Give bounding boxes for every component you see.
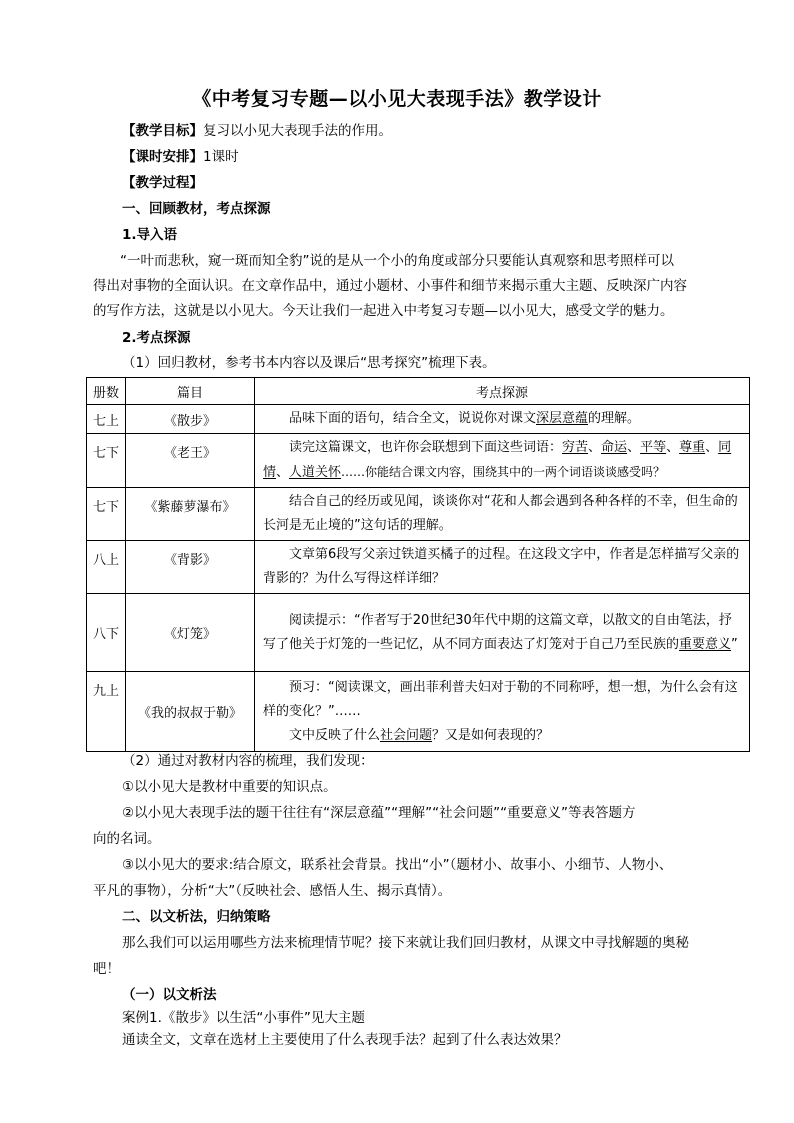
row-grade: 八上 <box>87 541 126 594</box>
keyword-underline: 同情 <box>263 440 732 480</box>
row-question <box>255 405 750 434</box>
process-label: 【教学过程】 <box>122 175 203 191</box>
finding-3-line-2: 平凡的事物），分析“大”（反映社会、感悟人生、揭示真情）。 <box>93 883 452 899</box>
objective-text: 复习以小见大表现手法的作用。 <box>203 123 392 139</box>
keyword-underline: 人道关怀 <box>289 465 342 480</box>
section2-paragraph-line-1: 那么我们可以运用哪些方法来梳理情节呢？接下来就让我们回归教材，从课文中寻找解题的奥秘 <box>122 935 689 951</box>
row-question <box>255 434 750 488</box>
finding-1: ①以小见大是教材中重要的知识点。 <box>122 779 337 795</box>
row-question <box>255 541 750 594</box>
keyword-underline: 尊重 <box>679 440 706 455</box>
objective-line <box>122 122 392 140</box>
keyword-underline: 重要意义 <box>679 636 732 652</box>
separator: 、 <box>705 440 719 455</box>
intro-paragraph-line-2: 得出对事物的全面认识。在文章作品中，通过小题材、小事件和细节来揭示重大主题、反映深广内容 <box>93 278 687 294</box>
keyword-underline: 社会问题 <box>380 727 433 743</box>
row-title: 《老王》 <box>126 434 255 488</box>
table-row <box>87 672 750 752</box>
question-text: ” <box>731 636 738 652</box>
table-row <box>87 434 750 488</box>
question-text: 品味下面的语句，结合全文，说说你对课文 <box>289 411 537 426</box>
document-title: 《中考复习专题—以小见大表现手法》教学设计 <box>192 88 602 110</box>
question-text: 预习：“阅读课文，画出菲利普夫妇对于勒的不同称呼，想一想，为什么会有这样的变化？”…… <box>263 679 738 719</box>
header-question: 考点探源 <box>255 378 750 405</box>
section2-paragraph-line-2: 吧！ <box>93 961 120 977</box>
case-1-question: 通读全文，文章在选材上主要使用了什么表现手法？起到了什么表达效果？ <box>122 1032 568 1048</box>
question-text: 阅读提示：“作者写于20世纪30年代中期的这篇文章，以散文的自由笔法，抒写了他关于灯笼的一些记忆，从不同方面表达了灯笼对于自己乃至民族的 <box>263 612 732 652</box>
table-header-row <box>87 378 750 405</box>
table-row <box>87 594 750 672</box>
schedule-line <box>122 148 239 166</box>
table-row <box>87 541 750 594</box>
table-row <box>87 488 750 541</box>
intro-paragraph-line-3: 的写作方法，这就是以小见大。今天让我们一起进入中考复习专题—以小见大，感受文学的魅力。 <box>93 303 674 319</box>
row-question <box>255 488 750 541</box>
question-text: 文章第6段写父亲过铁道买橘子的过程。在这段文字中，作者是怎样描写父亲的背影的？为什么写得这样详细？ <box>263 547 740 586</box>
row-title: 《灯笼》 <box>126 594 255 672</box>
separator: 、 <box>666 440 680 455</box>
row-grade: 九上 <box>87 672 126 752</box>
question-text: ……你能结合课文内容，围绕其中的一两个词语谈谈感受吗？ <box>341 465 666 479</box>
row-title: 《我的叔叔于勒》 <box>126 672 255 752</box>
row-title: 《散步》 <box>126 405 255 434</box>
finding-3-line-1: ③以小见大的要求:结合原文，联系社会背景。找出“小”（题材小、故事小、小细节、人物小、 <box>122 857 673 873</box>
section2-heading: 二、以文析法，归纳策略 <box>122 909 271 925</box>
question-text: 的理解。 <box>588 411 641 426</box>
findings-intro: （2）通过对教材内容的梳理，我们发现： <box>122 753 374 769</box>
question-text: 读完这篇课文，也许你会联想到下面这些词语： <box>289 440 563 455</box>
row-title: 《背影》 <box>126 541 255 594</box>
intro-paragraph-line-1: “一叶而悲秋，窥一斑而知全豹”说的是从一个小的角度或部分只要能认真观察和思考照样可以 <box>120 253 674 269</box>
keyword-underline: 穷苦 <box>562 440 589 455</box>
header-title: 篇目 <box>126 378 255 405</box>
table-row <box>87 405 750 434</box>
row-grade: 七上 <box>87 405 126 434</box>
question-text: ？又是如何表现的？ <box>432 727 550 743</box>
exam-points-table <box>86 377 750 752</box>
keyword-underline: 深层意蕴 <box>536 411 589 426</box>
intro-heading: 1.导入语 <box>122 227 178 243</box>
keyword-underline: 命运 <box>601 440 628 455</box>
case-1-title: 案例1.《散步》以生活“小事件”见大主题 <box>122 1010 365 1026</box>
question-text: 文中反映了什么 <box>289 727 381 743</box>
header-grade: 册数 <box>87 378 126 405</box>
finding-2-line-2: 向的名词。 <box>93 831 161 847</box>
subsection-heading: （一）以文析法 <box>122 987 217 1003</box>
row-grade: 七下 <box>87 488 126 541</box>
keyword-underline: 平等 <box>640 440 667 455</box>
exam-paragraph-1: （1）回归教材，参考书本内容以及课后“思考探究”梳理下表。 <box>122 355 496 371</box>
question-text: 结合自己的经历或见闻，谈谈你对“花和人都会遇到各种各样的不幸，但生命的长河是无止境的”这句话的理解。 <box>263 494 738 533</box>
row-grade: 七下 <box>87 434 126 488</box>
exam-heading: 2.考点探源 <box>122 330 191 346</box>
schedule-text: 1课时 <box>203 149 239 165</box>
separator: 、 <box>627 440 641 455</box>
finding-2-line-1: ②以小见大表现手法的题干往往有“深层意蕴”“理解”“社会问题”“重要意义”等表答题方 <box>122 805 636 821</box>
separator: 、 <box>588 440 602 455</box>
objective-label: 【教学目标】 <box>122 123 203 139</box>
separator: 、 <box>276 465 290 480</box>
row-grade: 八下 <box>87 594 126 672</box>
row-title: 《紫藤萝瀑布》 <box>126 488 255 541</box>
row-question <box>255 672 750 752</box>
section1-heading: 一、回顾教材，考点探源 <box>122 201 271 217</box>
schedule-label: 【课时安排】 <box>122 149 203 165</box>
row-question <box>255 594 750 672</box>
